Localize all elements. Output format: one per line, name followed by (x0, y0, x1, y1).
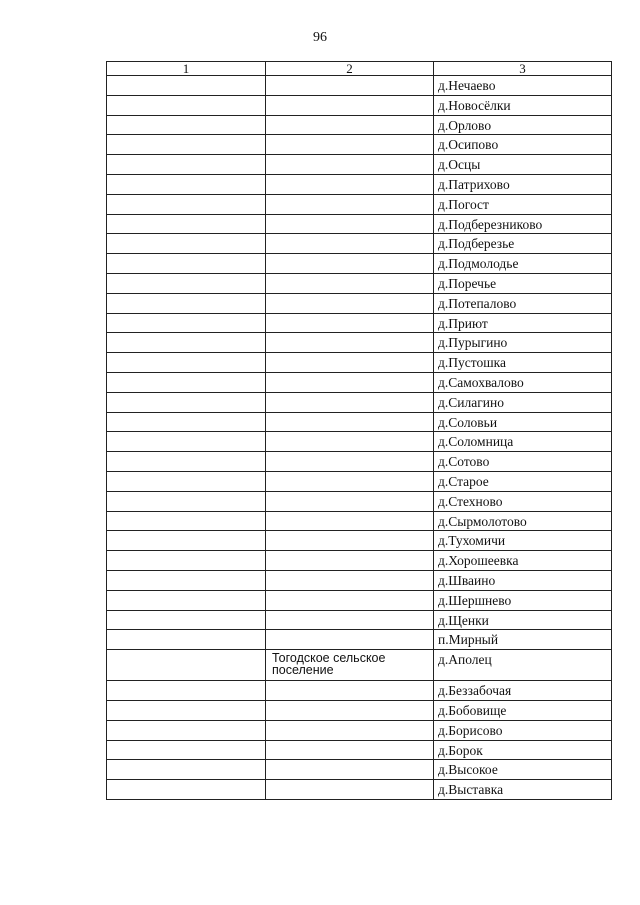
cell-settlement: д.Шваино (434, 570, 612, 590)
table-row (107, 273, 612, 293)
cell-municipality (266, 760, 434, 780)
table-row (107, 720, 612, 740)
cell-municipality (266, 333, 434, 353)
cell-municipality (266, 115, 434, 135)
cell-number (107, 135, 266, 155)
cell-municipality (266, 740, 434, 760)
table-row (107, 234, 612, 254)
table-row (107, 95, 612, 115)
table-row (107, 700, 612, 720)
cell-municipality (266, 630, 434, 650)
cell-municipality (266, 551, 434, 571)
cell-settlement: д.Осцы (434, 155, 612, 175)
cell-settlement: д.Пурыгино (434, 333, 612, 353)
cell-settlement: д.Осипово (434, 135, 612, 155)
cell-number (107, 590, 266, 610)
cell-municipality (266, 452, 434, 472)
cell-municipality (266, 234, 434, 254)
cell-settlement: д.Подберезье (434, 234, 612, 254)
table-row (107, 155, 612, 175)
table-row (107, 760, 612, 780)
cell-settlement: д.Погост (434, 194, 612, 214)
cell-municipality (266, 432, 434, 452)
cell-municipality (266, 155, 434, 175)
cell-municipality (266, 254, 434, 274)
cell-municipality (266, 412, 434, 432)
column-header-1: 1 (107, 62, 266, 76)
cell-settlement: д.Борок (434, 740, 612, 760)
cell-municipality (266, 780, 434, 800)
cell-municipality (266, 174, 434, 194)
cell-number (107, 551, 266, 571)
table-row (107, 551, 612, 571)
cell-municipality (266, 76, 434, 96)
cell-number (107, 780, 266, 800)
table-row (107, 610, 612, 630)
page-number: 96 (313, 30, 327, 45)
table-row (107, 392, 612, 412)
cell-settlement: п.Мирный (434, 630, 612, 650)
table-row (107, 135, 612, 155)
cell-number (107, 273, 266, 293)
cell-settlement: д.Беззабочая (434, 681, 612, 701)
cell-municipality (266, 194, 434, 214)
cell-municipality (266, 273, 434, 293)
cell-number (107, 452, 266, 472)
cell-settlement: д.Щенки (434, 610, 612, 630)
cell-settlement: д.Старое (434, 471, 612, 491)
cell-number (107, 740, 266, 760)
table-header-row (107, 62, 612, 76)
cell-number (107, 432, 266, 452)
cell-number (107, 610, 266, 630)
column-header-2: 2 (266, 62, 434, 76)
cell-municipality (266, 531, 434, 551)
cell-number (107, 76, 266, 96)
table-row (107, 353, 612, 373)
table-row (107, 76, 612, 96)
cell-municipality (266, 511, 434, 531)
cell-number (107, 234, 266, 254)
cell-settlement: д.Тухомичи (434, 531, 612, 551)
cell-number (107, 491, 266, 511)
cell-municipality: Тогодское сельское поселение (266, 650, 434, 681)
cell-settlement: д.Нечаево (434, 76, 612, 96)
cell-number (107, 760, 266, 780)
table-body (107, 76, 612, 800)
cell-number (107, 214, 266, 234)
table-row (107, 491, 612, 511)
cell-settlement: д.Новосёлки (434, 95, 612, 115)
table-row (107, 570, 612, 590)
cell-number (107, 511, 266, 531)
cell-number (107, 254, 266, 274)
cell-municipality (266, 392, 434, 412)
cell-settlement: д.Приют (434, 313, 612, 333)
cell-number (107, 333, 266, 353)
table-row (107, 590, 612, 610)
cell-municipality (266, 135, 434, 155)
cell-number (107, 293, 266, 313)
cell-municipality (266, 491, 434, 511)
table-row (107, 313, 612, 333)
cell-number (107, 570, 266, 590)
cell-number (107, 155, 266, 175)
cell-municipality (266, 610, 434, 630)
cell-number (107, 630, 266, 650)
cell-municipality (266, 353, 434, 373)
cell-municipality (266, 313, 434, 333)
cell-settlement: д.Сотово (434, 452, 612, 472)
cell-settlement: д.Стехново (434, 491, 612, 511)
cell-settlement: д.Подберезниково (434, 214, 612, 234)
table-row (107, 372, 612, 392)
table-row (107, 115, 612, 135)
cell-number (107, 95, 266, 115)
table-row (107, 174, 612, 194)
table-row (107, 681, 612, 701)
table-row (107, 452, 612, 472)
cell-settlement: д.Соловьи (434, 412, 612, 432)
cell-number (107, 392, 266, 412)
cell-number (107, 720, 266, 740)
cell-settlement: д.Сырмолотово (434, 511, 612, 531)
table-row (107, 630, 612, 650)
cell-number (107, 531, 266, 551)
cell-settlement: д.Соломница (434, 432, 612, 452)
table-row (107, 412, 612, 432)
cell-number (107, 115, 266, 135)
cell-settlement: д.Высокое (434, 760, 612, 780)
cell-municipality (266, 590, 434, 610)
table-row (107, 194, 612, 214)
cell-settlement: д.Подмолодье (434, 254, 612, 274)
cell-settlement: д.Поречье (434, 273, 612, 293)
cell-settlement: д.Патрихово (434, 174, 612, 194)
table-row (107, 214, 612, 234)
cell-municipality (266, 720, 434, 740)
cell-settlement: д.Орлово (434, 115, 612, 135)
table-row (107, 432, 612, 452)
table-row (107, 650, 612, 681)
cell-number (107, 681, 266, 701)
cell-settlement: д.Самохвалово (434, 372, 612, 392)
column-header-3: 3 (434, 62, 612, 76)
cell-settlement: д.Пустошка (434, 353, 612, 373)
cell-settlement: д.Выставка (434, 780, 612, 800)
cell-settlement: д.Шершнево (434, 590, 612, 610)
cell-number (107, 194, 266, 214)
cell-municipality (266, 570, 434, 590)
cell-settlement: д.Аполец (434, 650, 612, 681)
table-row (107, 780, 612, 800)
table-row (107, 254, 612, 274)
cell-municipality (266, 700, 434, 720)
table-row (107, 333, 612, 353)
cell-municipality (266, 293, 434, 313)
table-row (107, 511, 612, 531)
cell-number (107, 412, 266, 432)
settlements-table (106, 61, 612, 800)
table-row (107, 293, 612, 313)
cell-municipality (266, 214, 434, 234)
cell-number (107, 372, 266, 392)
cell-number (107, 353, 266, 373)
cell-number (107, 471, 266, 491)
cell-number (107, 700, 266, 720)
cell-settlement: д.Бобовище (434, 700, 612, 720)
cell-number (107, 650, 266, 681)
cell-municipality (266, 471, 434, 491)
cell-settlement: д.Потепалово (434, 293, 612, 313)
cell-settlement: д.Силагино (434, 392, 612, 412)
cell-settlement: д.Хорошеевка (434, 551, 612, 571)
cell-municipality (266, 681, 434, 701)
table-row (107, 740, 612, 760)
cell-number (107, 313, 266, 333)
cell-settlement: д.Борисово (434, 720, 612, 740)
table-row (107, 531, 612, 551)
cell-number (107, 174, 266, 194)
table-row (107, 471, 612, 491)
cell-municipality (266, 372, 434, 392)
cell-municipality (266, 95, 434, 115)
